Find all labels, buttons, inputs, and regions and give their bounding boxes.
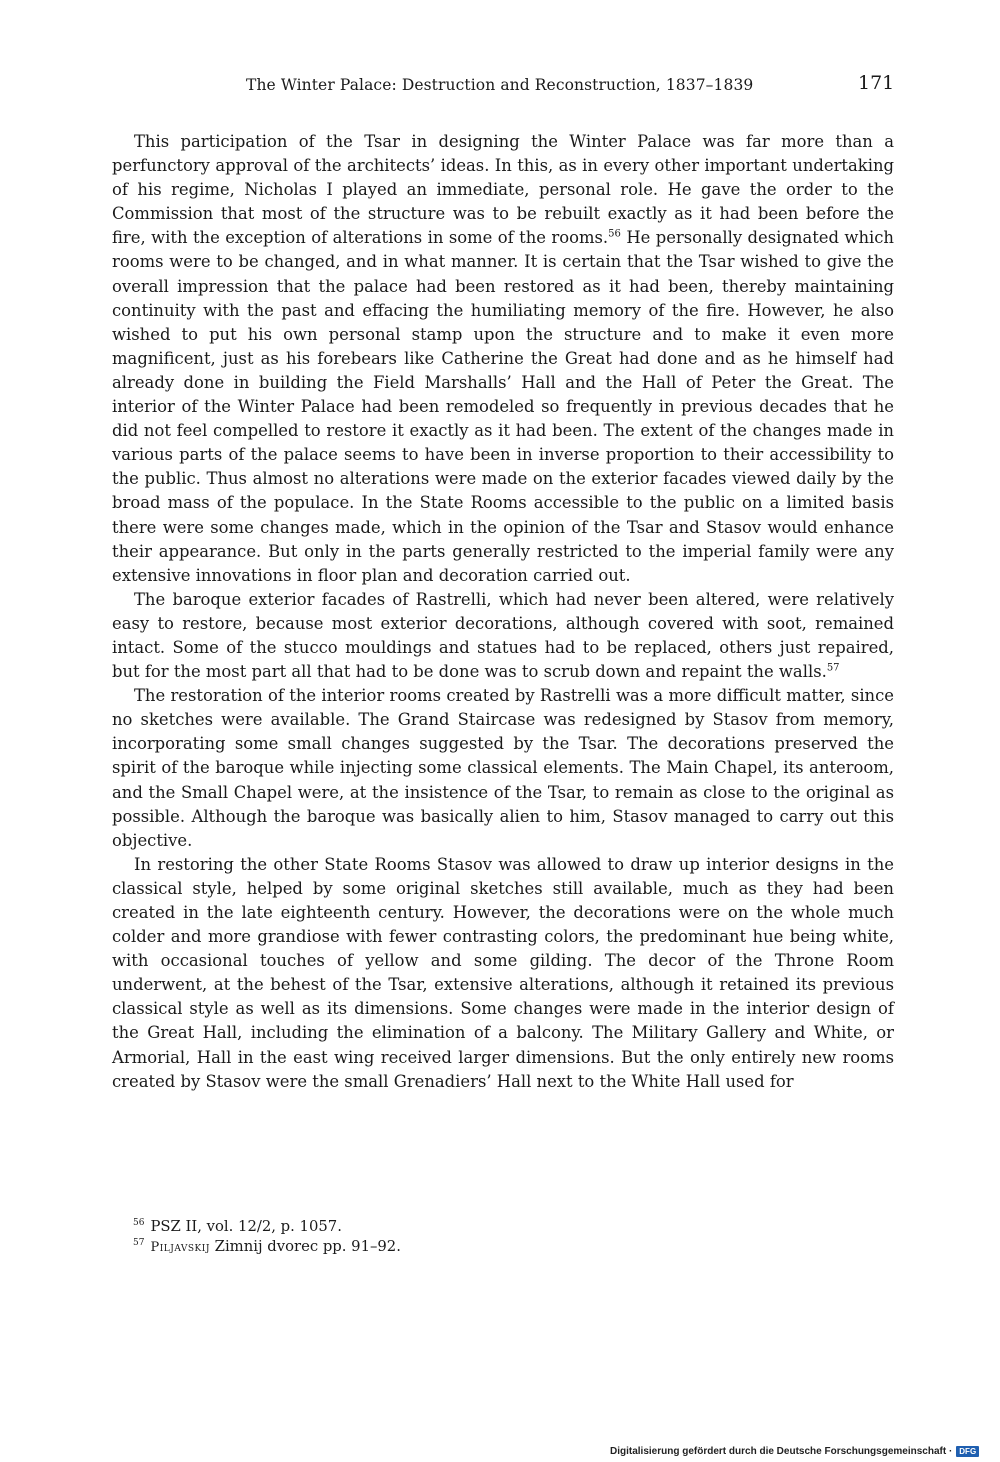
paragraph-1-text: This participation of the Tsar in designing the Winter Palace was far more than a perfunctory approval of the architects’ ideas. In this, as in every other important undertaking of his regime, Nicholas I played an immediate, personal role. He gave the order to the Commission that most of the structure was to be rebuilt exactly as it had been before the fire, with the exception of alterations in some of the rooms.	[112, 132, 894, 248]
footnotes	[133, 1217, 401, 1258]
page-number: 171	[858, 72, 895, 94]
paragraph-2	[112, 588, 894, 684]
funding-note: Digitalisierung gefördert durch die Deutsche Forschungsgemeinschaft ·	[610, 1445, 953, 1457]
footnote-number: 56	[133, 1218, 145, 1229]
paragraph-3: The restoration of the interior rooms created by Rastrelli was a more difficult matter, since no sketches were available. The Grand Staircase was redesigned by Stasov from memory, incorporating some small changes suggested by the Tsar. The decorations preserved the spirit of the baroque while injecting some classical elements. The Main Chapel, its anteroom, and the Small Chapel were, at the insistence of the Tsar, to remain as close to the original as possible. Although the baroque was basically alien to him, Stasov managed to carry out this objective.	[112, 686, 894, 850]
running-head	[0, 72, 1000, 102]
paragraph-2-text: The baroque exterior facades of Rastrelli, which had never been altered, were relatively easy to restore, because most exterior decorations, although covered with soot, remained intact. Some of the stucco mouldings and statues had to be replaced, others just repaired, but for the most part all that had to be done was to scrub down and repaint the walls.	[112, 589, 894, 682]
paragraph-1	[112, 130, 894, 588]
footnote-author: Piljavskij	[150, 1240, 210, 1255]
body-text	[112, 130, 894, 1094]
footnote-57	[133, 1237, 401, 1258]
dfg-logo-icon: DFG	[956, 1446, 979, 1457]
footnote-text: Zimnij dvorec pp. 91–92.	[209, 1238, 401, 1255]
footnote-text: PSZ II, vol. 12/2, p. 1057.	[150, 1218, 342, 1235]
footnote-56	[133, 1217, 401, 1237]
paragraph-4: In restoring the other State Rooms Stasov was allowed to draw up interior designs in the classical style, helped by some original sketches still available, much as they had been created in the late eighteenth century. However, the decorations were on the whole much colder and more grandiose with fewer contrasting colors, the predominant hue being white, with occasional touches of yellow and some gilding. The decor of the Throne Room underwent, at the behest of the Tsar, extensive alterations, although it retained its previous classical style as well as its dimensions. Some changes were made in the interior design of the Great Hall, including the elimination of a balcony. The Military Gallery and White, or Armorial, Hall in the east wing received larger dimensions. But the only entirely new rooms created by Stasov were the small Grenadiers’ Hall next to the White Hall used for	[112, 854, 894, 1091]
digitization-footer	[610, 1444, 979, 1458]
paragraph-1-text-cont: He personally designated which rooms were to be changed, and in what manner. It is certain that the Tsar wished to give the overall impression that the palace had been restored as it had been, thereby maintaining continuity with the past and effacing the humiliating memory of the fire. However, he also wished to put his own personal stamp upon the structure and to make it even more magnificent, just as his forebears like Catherine the Great had done and as he himself had already done in building the Field Marshalls’ Hall and the Hall of Peter the Great. The interior of the Winter Palace had been remodeled so frequently in previous decades that he did not feel compelled to restore it exactly as it had been. The extent of the changes made in various parts of the palace seems to have been in inverse proportion to their accessibility to the public. Thus almost no alterations were made on the exterior facades viewed daily by the broad mass of the populace. In the State Rooms accessible to the public on a limited basis there were some changes made, which in the opinion of the Tsar and Stasov would enhance their appearance. But only in the parts generally restricted to the imperial family were any extensive innovations in floor plan and decoration carried out.	[112, 228, 894, 585]
footnote-number: 57	[133, 1238, 145, 1249]
running-title: The Winter Palace: Destruction and Reconstruction, 1837–1839	[246, 76, 754, 94]
footnote-ref-57: 57	[826, 662, 840, 674]
footnote-ref-56: 56	[608, 228, 621, 240]
